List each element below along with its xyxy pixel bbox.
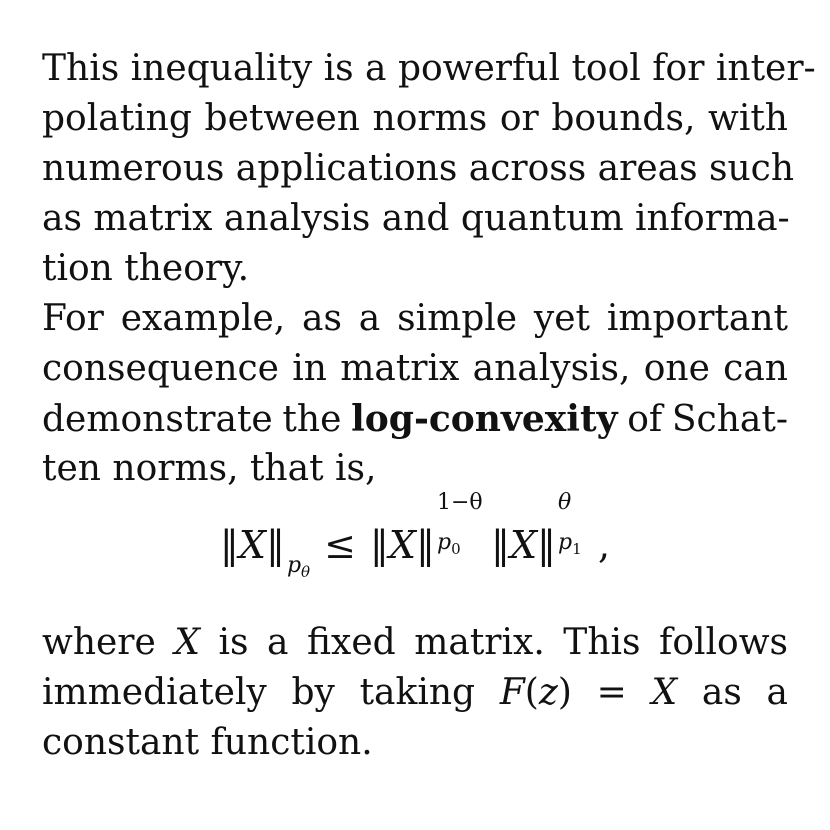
subscript-p1: [558, 530, 582, 558]
relation-leq: ≤: [324, 523, 356, 567]
variable-x: X: [174, 622, 200, 663]
variable-z: z: [538, 672, 558, 713]
text-line: [42, 618, 788, 668]
text-line: This inequality is a powerful tool for inter-: [42, 48, 816, 89]
emphasized-term: log-convexity: [351, 398, 618, 440]
variable-x: X: [651, 672, 678, 713]
text-line: tion theory.: [42, 248, 250, 289]
subscript-p: p: [436, 530, 452, 555]
rhs1-scripts: [435, 490, 491, 558]
text-segment: demonstrate the: [42, 399, 352, 440]
norm-close: ‖: [537, 523, 557, 567]
subscript-index: 1: [572, 540, 582, 558]
subscript-p: p: [558, 530, 573, 555]
variable-x: X: [509, 523, 538, 567]
text-line: constant function.: [42, 722, 373, 763]
subscript-index: 0: [451, 540, 461, 558]
text-line: [42, 394, 788, 444]
lhs-subscript: [286, 553, 311, 581]
subscript-theta: θ: [301, 563, 311, 581]
text-line: For example, as a simple yet important: [42, 298, 788, 339]
text-line: numerous applications across areas such: [42, 148, 795, 189]
equals-sign: =: [571, 672, 652, 713]
norm-open: ‖: [219, 523, 239, 567]
paren-open: (: [524, 672, 539, 713]
variable-x: X: [238, 523, 266, 567]
text-line: as matrix analysis and quantum informa-: [42, 198, 790, 239]
text-line: consequence in matrix analysis, one can: [42, 348, 788, 389]
text-segment: of Schat-: [617, 399, 788, 440]
text-line: ten norms, that is,: [42, 448, 377, 489]
paragraph-example: [42, 294, 788, 494]
norm-close: ‖: [415, 523, 435, 567]
paragraph-interpolation: [42, 44, 816, 294]
paren-close: ): [557, 672, 572, 713]
equation-comma: ,: [598, 523, 611, 567]
function-f: F: [499, 672, 525, 713]
document-body: [42, 44, 816, 494]
exponent-theta: θ: [558, 490, 572, 515]
variable-x: X: [388, 523, 416, 567]
text-segment: where: [42, 622, 175, 663]
text-line: [42, 668, 788, 718]
text-line: polating between norms or bounds, with: [42, 98, 788, 139]
text-segment: immediately by taking: [42, 672, 500, 713]
subscript-p: p: [286, 553, 302, 578]
paragraph-conclusion: [42, 618, 788, 768]
norm-open: ‖: [490, 523, 510, 567]
text-segment: as a: [677, 672, 789, 713]
rhs2-scripts: [556, 490, 598, 558]
exponent-one-minus-theta: 1−θ: [436, 490, 483, 515]
display-equation: [42, 490, 788, 590]
subscript-p0: [436, 530, 461, 558]
text-segment: is a fixed matrix. This follows: [200, 622, 789, 663]
norm-open: ‖: [369, 523, 389, 567]
norm-close: ‖: [265, 523, 285, 567]
